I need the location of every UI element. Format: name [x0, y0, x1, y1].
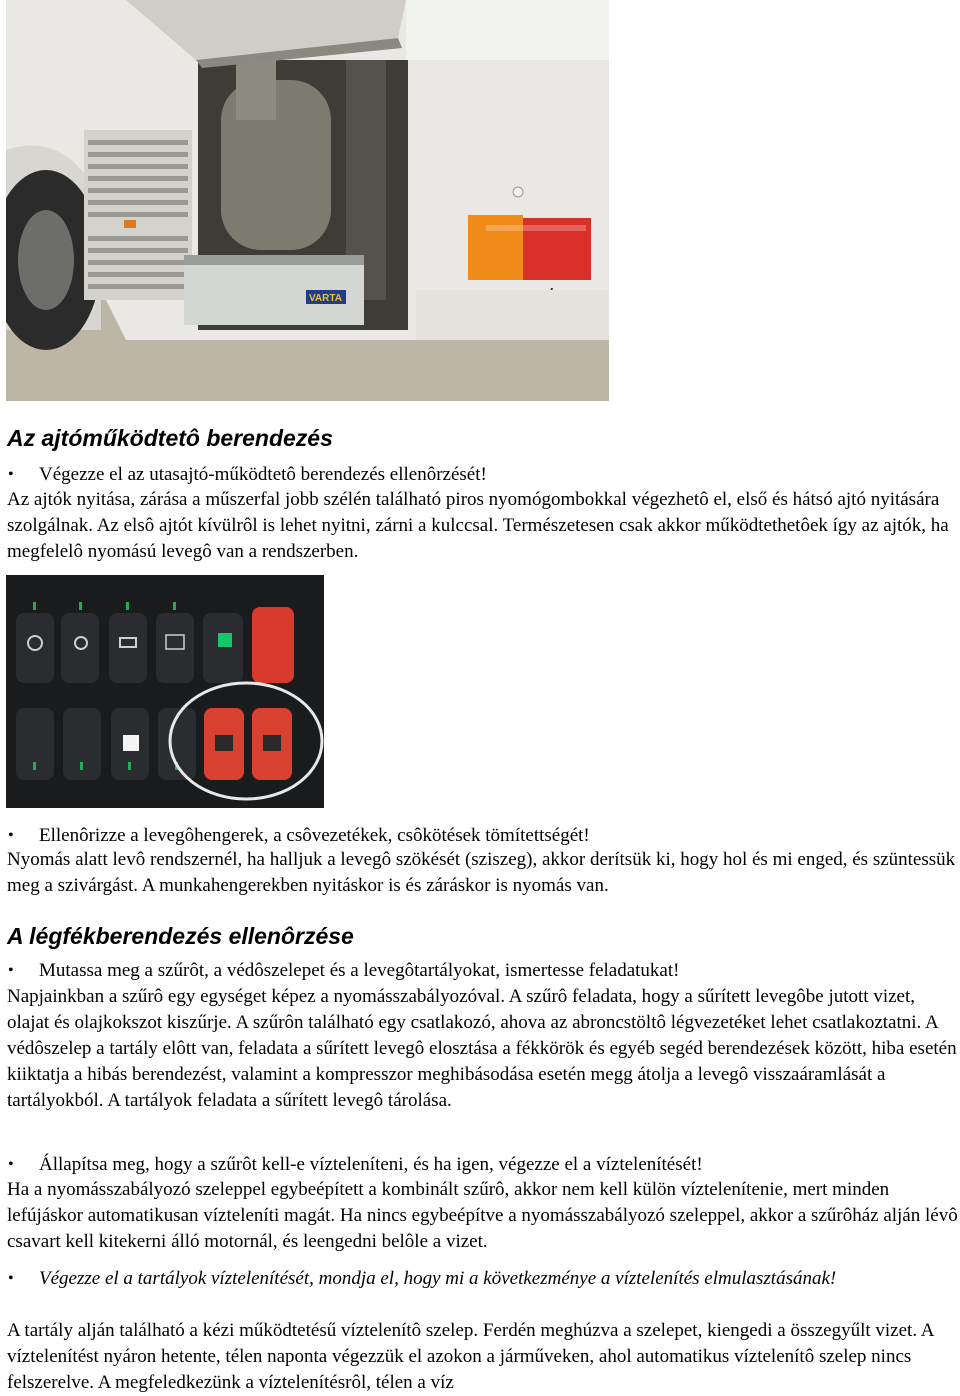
list-item-text: Ellenôrizze a levegôhengerek, a csôvezetékek, csôkötések tömítettségét!	[39, 825, 590, 846]
list-item-filter-show	[7, 958, 956, 983]
list-item-text: Végezze el az utasajtó-működtetô berendezés ellenôrzését!	[39, 464, 487, 485]
bullet-icon: •	[8, 1270, 14, 1287]
list-item-text: Végezze el a tartályok víztelenítését, mondja el, hogy mi a következménye a víztelenítés elmulasztásának!	[39, 1268, 837, 1289]
bus-engine-compartment-photo	[6, 0, 609, 401]
list-item-filter-drain	[7, 1152, 956, 1177]
list-item-tank-drain	[7, 1266, 956, 1291]
battery-brand-label: VARTA	[309, 293, 342, 304]
list-item-text: Mutassa meg a szűrôt, a védôszelepet és a levegôtartályokat, ismertesse feladatukat!	[39, 960, 680, 981]
bullet-icon: •	[8, 466, 14, 483]
list-item-door-check	[7, 462, 956, 487]
bullet-icon: •	[8, 1156, 14, 1173]
bullet-icon: •	[8, 827, 14, 844]
dashboard-switch-panel-photo	[6, 575, 324, 808]
heading-door-mechanism: Az ajtóműködtetô berendezés	[7, 425, 333, 451]
list-item-text: Állapítsa meg, hogy a szűrôt kell-e vízteleníteni, és ha igen, végezze el a víztelenítését!	[39, 1154, 703, 1175]
list-item-leak-check	[7, 823, 956, 848]
heading-air-brake: A légfékberendezés ellenôrzése	[7, 923, 354, 949]
paragraph-leak-explanation: Nyomás alatt levô rendszernél, ha halljuk a levegô szökését (sziszeg), akkor derítsük ki, hogy hol és mi enged, és szüntessük meg a szivárgást. A munkahengerekben nyitáskor is és záráskor is nyomás van.	[7, 849, 956, 896]
paragraph-filter-explanation: Napjainkban a szűrô egy egységet képez a nyomásszabályozóval. A szűrô feladata, hogy a sűrített levegôbe jutott vizet, olajat és olajkokszot kiszűrje. A szűrôn található egy csatlakozó, ahova az abroncstöltô légvezetéket lehet csatlakoztatni. A védôszelep a tartály elôtt van, feladata a sűrített levegô elosztása a fékkörök és egyéb segéd berendezések között, hiba esetén kiiktatja a hibás berendezést, valamint a kompresszor meghibásodása esetén megg átolja a levegô visszaáramlását a tartályokból. A tartályok feladata a sűrített levegô tárolása.	[7, 986, 957, 1111]
paragraph-tank-drain: A tartály alján található a kézi működtetésű víztelenítô szelep. Ferdén meghúzva a szelepet, kiengedi a összegyűlt vizet. A víztelenítést nyáron hetente, télen naponta végezzük el azokon a járműveken, ahol automatikus víztelenítô szelep nincs felszerelve. A megfeledkezünk a víztelenítésrôl, télen a víz	[7, 1320, 934, 1393]
paragraph-door-operation: Az ajtók nyitása, zárása a műszerfal jobb szélén található piros nyomógombokkal végezhetô el, első és hátsó ajtó nyitására szolgálnak. Az elsô ajtót kívülrôl is lehet nyitni, zárni a kulccsal. Természetesen csak akkor működtethetôek így az ajtók, ha megfelelô nyomású levegô van a rendszerben.	[7, 489, 949, 562]
bullet-icon: •	[8, 962, 14, 979]
paragraph-filter-drain: Ha a nyomásszabályozó szeleppel egybeépített a kombinált szűrô, akkor nem kell külön víztelenítenie, mert minden lefújáskor automatikusan vízteleníti magát. Ha nincs egybeépítve a nyomásszabályozó szeleppel, akkor a szűrôház alján lévô csavart kell kitekerni álló motornál, és leengedni belôle a vizet.	[7, 1179, 958, 1252]
